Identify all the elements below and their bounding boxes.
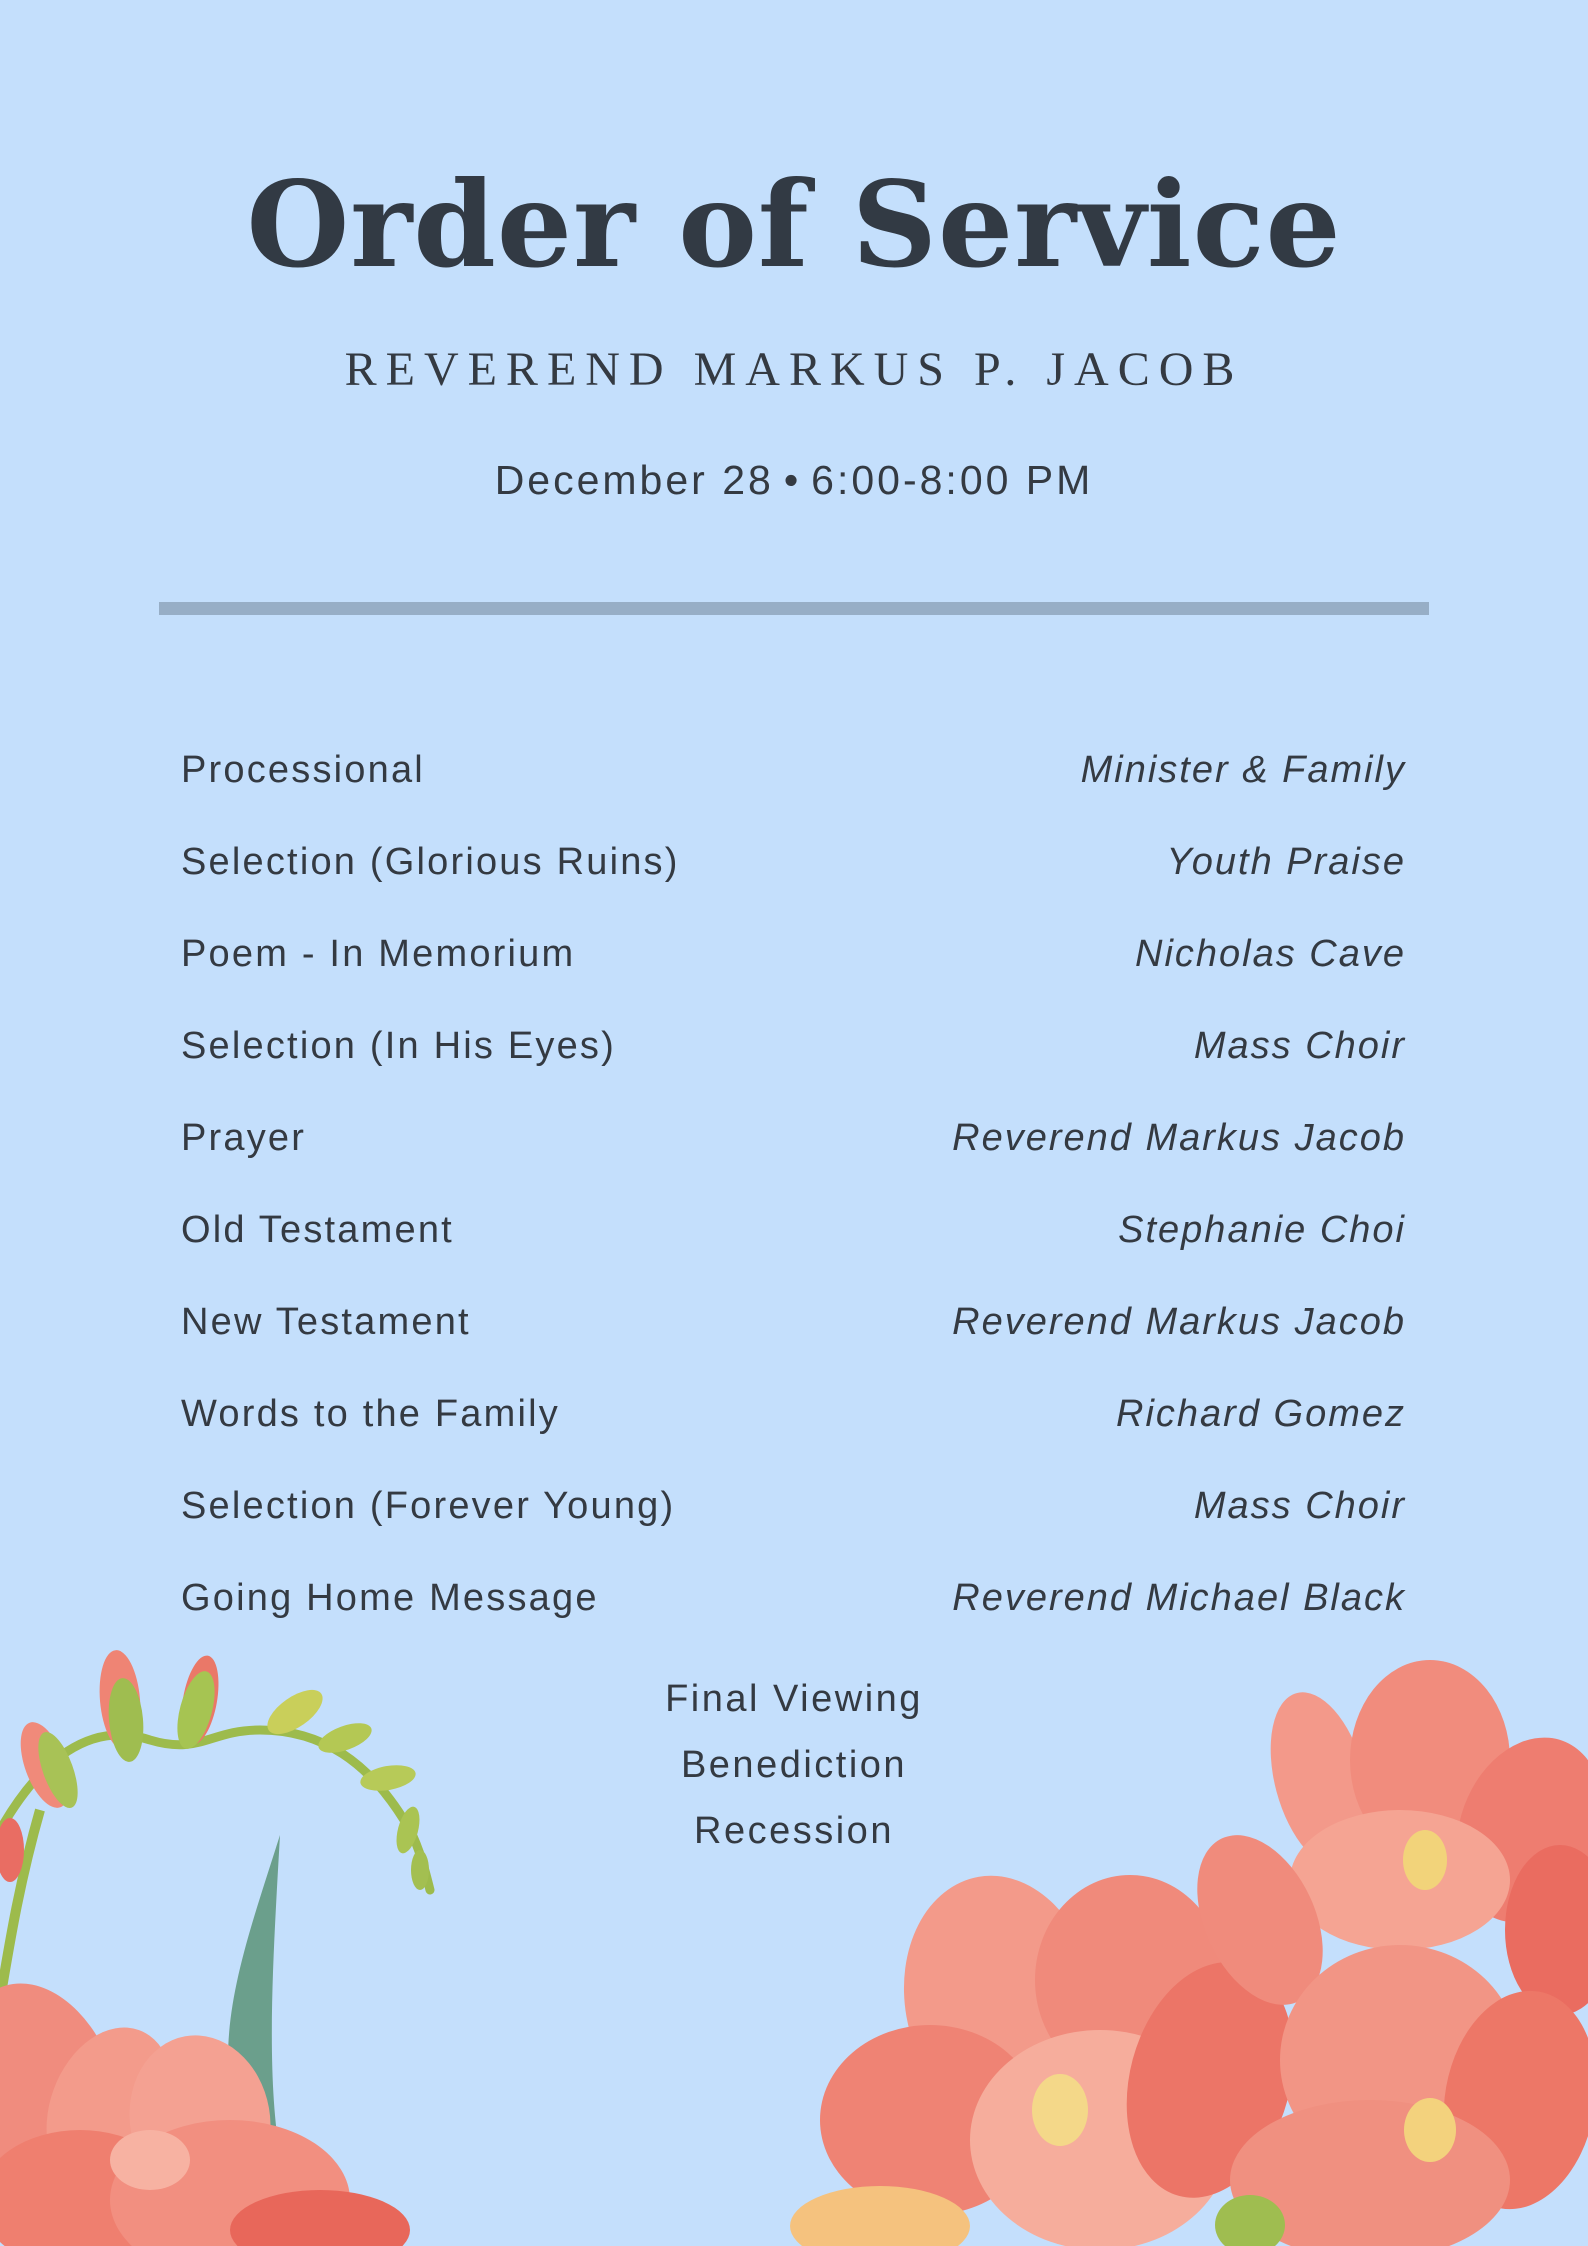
page-title: Order of Service: [246, 155, 1342, 294]
program-item: Old Testament: [181, 1209, 454, 1251]
program-performer: Nicholas Cave: [1135, 933, 1406, 975]
program-row: [181, 1106, 1406, 1198]
program-performer: Minister & Family: [1080, 749, 1406, 791]
service-time: 6:00-8:00 PM: [811, 457, 1094, 503]
bottom-left-flowers: [0, 1961, 410, 2246]
officiant-name: REVEREND MARKUS P. JACOB: [344, 343, 1244, 396]
program-performer: Mass Choir: [1193, 1025, 1406, 1067]
separator-dot: •: [783, 457, 802, 503]
divider: [159, 602, 1429, 615]
service-date: December 28: [494, 457, 774, 503]
program-performer: Reverend Markus Jacob: [952, 1117, 1406, 1159]
program-list: [181, 738, 1406, 1658]
program-row: [181, 830, 1406, 922]
closing-item-final-viewing: Final Viewing: [665, 1678, 923, 1720]
program-row: [181, 1290, 1406, 1382]
program-performer: Richard Gomez: [1116, 1393, 1406, 1435]
program-row: [181, 1014, 1406, 1106]
program-row: [181, 1566, 1406, 1658]
program-item: Selection (Forever Young): [181, 1485, 676, 1527]
date-time-line: [0, 452, 1588, 508]
program-item: New Testament: [181, 1301, 471, 1343]
closing-list: [0, 1666, 1588, 1864]
closing-item-recession: Recession: [694, 1810, 894, 1852]
program-performer: Mass Choir: [1193, 1485, 1406, 1527]
program-item: Poem - In Memorium: [181, 933, 576, 975]
program-performer: Reverend Markus Jacob: [952, 1301, 1406, 1343]
program-performer: Youth Praise: [1166, 841, 1406, 883]
program-item: Selection (In His Eyes): [181, 1025, 616, 1067]
program-item: Going Home Message: [181, 1577, 599, 1619]
program-row: [181, 922, 1406, 1014]
program-row: [181, 1198, 1406, 1290]
program-row: [181, 738, 1406, 830]
program-item: Words to the Family: [181, 1393, 560, 1435]
program-performer: Reverend Michael Black: [952, 1577, 1406, 1619]
program-performer: Stephanie Choi: [1118, 1209, 1406, 1251]
program-item: Prayer: [181, 1117, 307, 1159]
program-row: [181, 1474, 1406, 1566]
program-item: Processional: [181, 749, 425, 791]
program-item: Selection (Glorious Ruins): [181, 841, 680, 883]
program-row: [181, 1382, 1406, 1474]
closing-item-benediction: Benediction: [680, 1744, 908, 1786]
leaf: [228, 1835, 380, 2246]
